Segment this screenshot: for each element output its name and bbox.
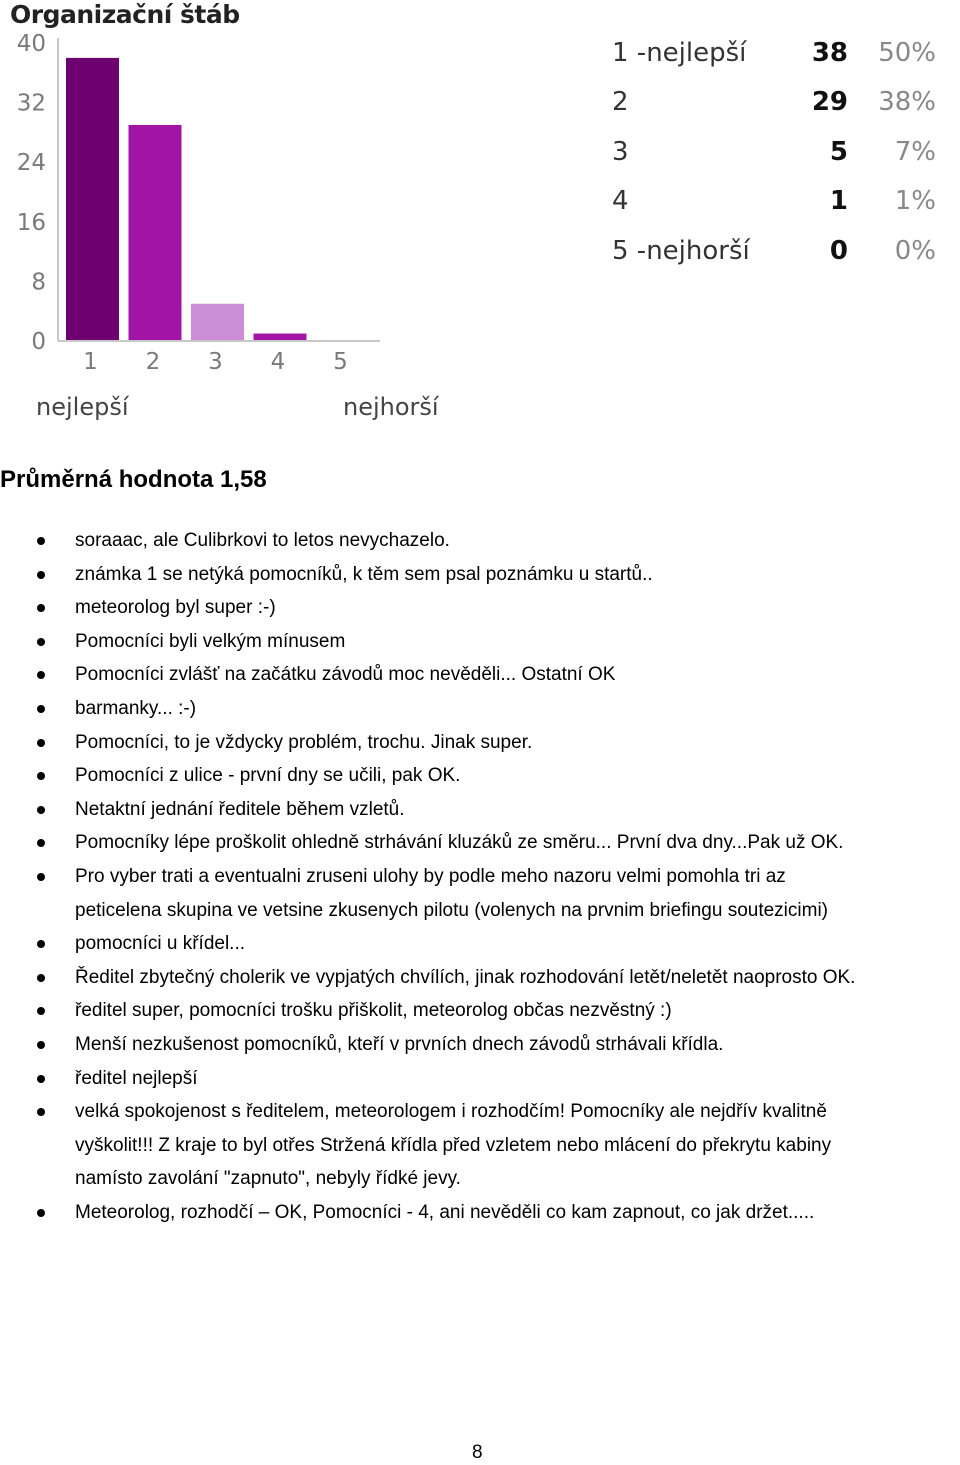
bar-3: [191, 304, 244, 341]
comment-item: meteorolog byl super :-): [0, 591, 960, 625]
x-tick-label: 4: [270, 349, 286, 375]
y-tick-label: 16: [16, 209, 46, 236]
bar-4: [254, 334, 307, 341]
result-label: 5 -nejhorší: [612, 235, 750, 266]
x-label-best: nejlepší: [36, 393, 129, 421]
bar-chart: [0, 0, 600, 390]
y-tick-label: 8: [31, 269, 46, 296]
comment-item: soraaac, ale Culibrkovi to letos nevychazelo.: [0, 524, 960, 558]
comment-item: ředitel super, pomocníci trošku přiškolit, meteorolog občas nezvěstný :): [0, 994, 960, 1028]
results-row: [612, 177, 936, 227]
y-tick-label: 0: [31, 329, 46, 355]
result-label: 2: [612, 87, 629, 118]
y-tick-label: 32: [16, 90, 46, 117]
result-count: 0: [829, 235, 848, 266]
results-table: [612, 28, 936, 276]
comment-item: Meteorolog, rozhodčí – OK, Pomocníci - 4, ani nevěděli co kam zapnout, co jak držet.....: [0, 1196, 960, 1230]
comment-item: Pomocníci zvlášť na začátku závodů moc nevěděli... Ostatní OK: [0, 658, 960, 692]
comment-item: Netaktní jednání ředitele během vzletů.: [0, 793, 960, 827]
x-tick-label: 2: [145, 349, 161, 375]
x-tick-label: 3: [208, 349, 223, 375]
results-row: [612, 127, 936, 177]
x-tick-label: 1: [83, 349, 98, 375]
x-tick-label: 5: [333, 349, 348, 375]
y-tick-label: 24: [16, 150, 46, 177]
comment-item: Ředitel zbytečný cholerik ve vypjatých chvílích, jinak rozhodování letět/neletět naoprosto OK.: [0, 961, 960, 995]
result-label: 4: [612, 186, 629, 217]
result-percent: 0%: [894, 235, 936, 266]
result-percent: 1%: [894, 186, 936, 217]
comment-item: Pomocníci, to je vždycky problém, trochu. Jinak super.: [0, 726, 960, 760]
result-percent: 7%: [894, 136, 936, 167]
result-percent: 38%: [878, 87, 936, 118]
comment-item: Menší nezkušenost pomocníků, kteří v prvních dnech závodů strhávali křídla.: [0, 1028, 960, 1062]
result-percent: 50%: [878, 37, 936, 68]
results-row: [612, 28, 936, 78]
comment-list: [0, 524, 960, 1229]
result-count: 5: [829, 136, 848, 167]
bar-2: [129, 125, 182, 341]
x-label-worst: nejhorší: [343, 393, 439, 421]
comment-item: pomocníci u křídel...: [0, 927, 960, 961]
result-label: 3: [612, 136, 629, 167]
chart-title: Organizační štáb: [10, 0, 240, 29]
comment-item: známka 1 se netýká pomocníků, k těm sem psal poznámku u startů..: [0, 558, 960, 592]
result-label: 1 -nejlepší: [612, 37, 747, 68]
results-row: [612, 78, 936, 128]
comment-item: Pro vyber trati a eventualni zruseni ulohy by podle meho nazoru velmi pomohla tri az peticelena skupina ve vetsine zkusenych pilotu (volenych na prvnim briefingu soutezicimi): [0, 860, 960, 927]
comment-item: barmanky... :-): [0, 692, 960, 726]
page-number: 8: [472, 1442, 483, 1463]
result-count: 29: [811, 87, 848, 118]
results-row: [612, 226, 936, 276]
result-count: 1: [829, 186, 848, 217]
comment-item: velká spokojenost s ředitelem, meteorologem i rozhodčím! Pomocníky ale nejdřív kvalitně vyškolit!!! Z kraje to byl otřes Stržená křídla před vzletem nebo mlácení do překrytu kabiny namísto zavolání "zapnuto", nebyly řídké jevy.: [0, 1095, 960, 1196]
comment-item: ředitel nejlepší: [0, 1062, 960, 1096]
y-tick-label: 40: [16, 31, 46, 57]
comment-item: Pomocníky lépe proškolit ohledně strhávání kluzáků ze směru... První dva dny...Pak už OK.: [0, 826, 960, 860]
bar-1: [66, 58, 119, 341]
result-count: 38: [811, 37, 848, 68]
comment-item: Pomocníci byli velkým mínusem: [0, 625, 960, 659]
comment-item: Pomocníci z ulice - první dny se učili, pak OK.: [0, 759, 960, 793]
average-heading: Průměrná hodnota 1,58: [0, 466, 267, 493]
